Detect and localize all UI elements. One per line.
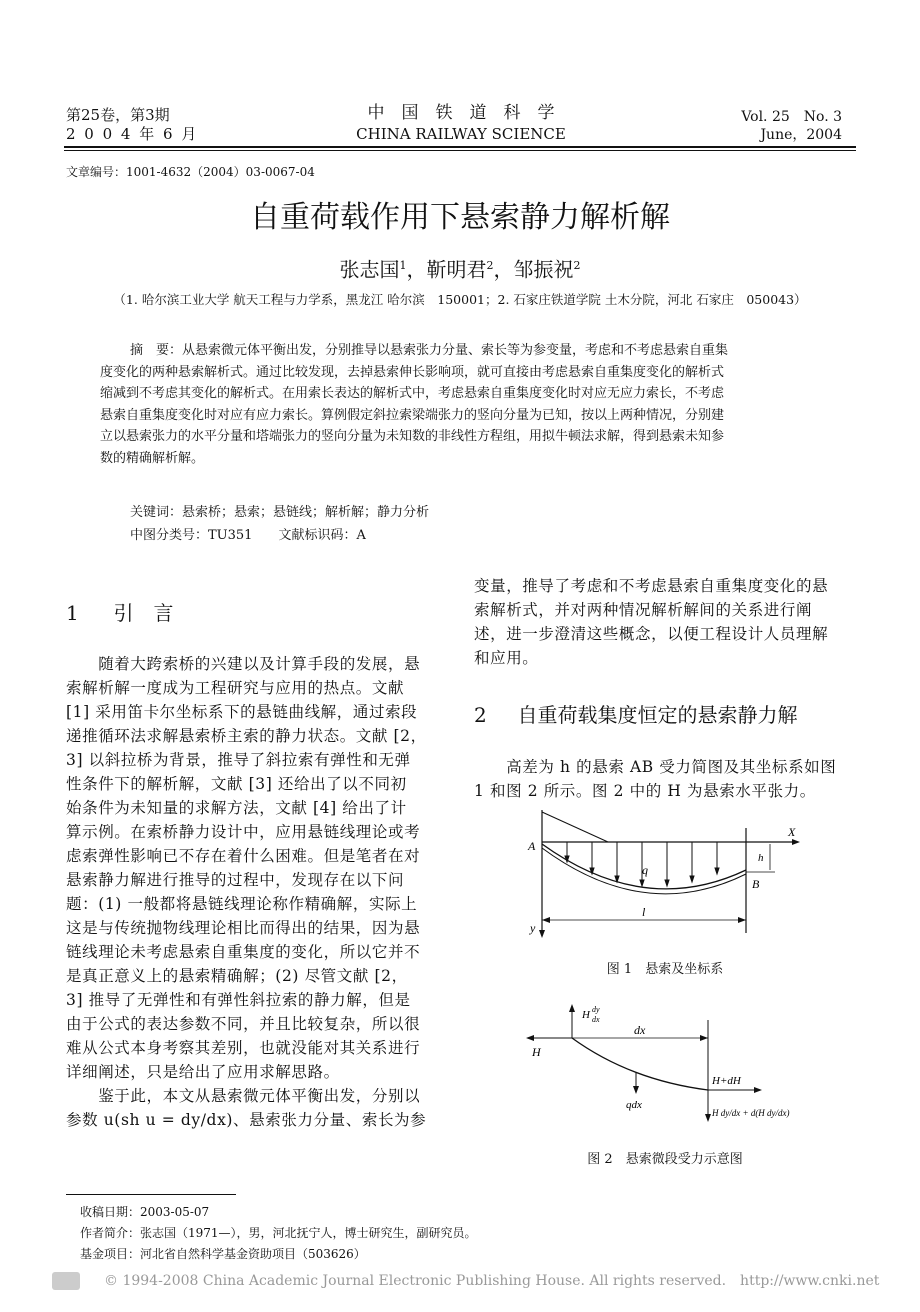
body-line: 3] 以斜拉桥为背景，推导了斜拉索有弹性和无弹 [66,751,411,769]
date-en: June，2004 [760,127,842,143]
body-line: 3] 推导了无弹性和有弹性斜拉索的静力解，但是 [66,991,411,1009]
body-line: 参数 u(sh u = dy/dx)、悬索张力分量、索长为参 [66,1111,427,1129]
section-2-body [474,755,858,803]
figure-2-element-diagram [520,1000,810,1130]
copyright-notice: © 1994-2008 China Academic Journal Electronic Publishing House. All rights reserved. http://www.cnki.net [104,1273,880,1289]
volume-issue-en: Vol. 25 No. 3 [741,109,842,125]
body-line: 详细阐述，只是给出了应用求解思路。 [66,1063,340,1081]
section-2-title: 自重荷载集度恒定的悬索静力解 [517,703,798,727]
section-1-heading [66,600,173,626]
fig2-label-dy: dy [592,1005,600,1014]
body-line: 题：(1) 一般都将悬链线理论称作精确解，实际上 [66,895,418,913]
body-line: [1] 采用笛卡尔坐标系下的悬链曲线解，通过索段 [66,703,418,721]
fig1-label-q: q [642,863,648,877]
author-list [0,252,920,284]
body-line: 始条件为未知量的求解方法，文献 [4] 给出了计 [66,799,407,817]
body-line: 索解析解一度成为工程研究与应用的热点。文献 [66,679,405,697]
body-line: 链线理论未考虑悬索自重集度的变化，所以它并不 [66,943,421,961]
body-line: 鉴于此，本文从悬索微元体平衡出发，分别以 [66,1087,421,1105]
abstract-line: 从悬索微元体平衡出发，分别推导以悬索张力分量、索长等为参变量，考虑和不考虑悬索自重集 [182,343,729,358]
fig1-label-x: X [788,825,796,839]
section-1-body [66,652,450,1132]
author-1-affil: 1 [399,259,407,272]
figure-1-cable-diagram [520,808,810,948]
keywords: 关键词：悬索桥；悬索；悬链线；解析解；静力分析 [130,505,430,520]
journal-name-en: CHINA RAILWAY SCIENCE [356,125,566,143]
funding: 基金项目：河北省自然科学基金资助项目（503626） [80,1247,366,1261]
body-line: 高差为 h 的悬索 AB 受力简图及其坐标系如图 [474,758,837,776]
body-line: 随着大跨索桥的兴建以及计算手段的发展，悬 [66,655,421,673]
publisher-logo [52,1272,80,1290]
received-date: 收稿日期：2003-05-07 [80,1205,210,1219]
body-line: 由于公式的表达参数不同，并且比较复杂，所以很 [66,1015,421,1033]
right-column-intro [474,574,858,670]
body-line: 算示例。在索桥静力设计中，应用悬链线理论或考 [66,823,421,841]
classification: 中图分类号：TU351 文献标识码：A [130,528,366,543]
volume-issue-cn: 第25卷，第3期 [66,106,170,124]
fig2-label-bottom-expr: H dy/dx + d(H dy/dx) [712,1108,790,1118]
figure-2-caption: 图 2 悬索微段受力示意图 [587,1152,743,1167]
author-2: ，靳明君 [406,257,487,282]
body-line: 这是与传统抛物线理论相比而得出的结果，因为悬 [66,919,421,937]
fig2-label-dx-small: dx [592,1015,600,1024]
body-line: 是真正意义上的悬索精确解；(2) 尽管文献 [2， [66,967,408,985]
author-bio: 作者简介：张志国（1971—），男，河北抚宁人，博士研究生，副研究员。 [80,1226,477,1240]
fig2-label-h-plus-dh: H+dH [712,1075,741,1087]
body-line: 难从公式本身考察其差别，也就没能对其关系进行 [66,1039,421,1057]
header-rule [64,146,856,148]
article-number: 文章编号：1001-4632（2004）03-0067-04 [66,165,315,179]
fig1-label-l: l [642,905,646,919]
fig2-label-h: H [532,1045,541,1059]
body-line: 索解析式，并对两种情况解析解间的关系进行阐 [474,601,813,619]
journal-name-cn: 中 国 铁 道 科 学 [367,103,555,123]
paper-title: 自重荷载作用下悬索静力解析解 [250,200,670,235]
fig1-label-a: A [528,839,536,853]
body-line: 性条件下的解析解，文献 [3] 还给出了以不同初 [66,775,407,793]
fig1-label-b: B [752,877,760,891]
section-2-number: 2 [474,703,487,727]
fig2-label-h-top: H [582,1009,590,1021]
abstract [100,340,828,469]
fig2-label-dx: dx [634,1023,646,1037]
header-rule-thin [64,150,856,151]
section-1-title: 引 言 [113,601,174,625]
abstract-line: 数的精确解析解。 [100,450,205,466]
section-2-heading [474,702,797,728]
fig1-label-h: h [758,852,764,864]
figure-1-caption: 图 1 悬索及坐标系 [606,962,724,977]
footnote-rule [66,1194,236,1195]
author-1: 张志国 [339,257,400,282]
fig2-label-qdx: qdx [626,1099,642,1111]
abstract-label: 摘 要： [130,343,183,358]
date-cn: 2 0 0 4 年 6 月 [66,125,199,143]
author-2-affil: 2 [486,259,494,272]
author-3: ，邹振祝 [493,257,574,282]
body-line: 和应用。 [474,649,539,667]
abstract-line: 度变化的两种悬索解析式。通过比较发现，去掉悬索伸长影响项，就可直接由考虑悬索自重集度变化的解析式 [100,364,725,380]
affiliation: （1. 哈尔滨工业大学 航天工程与力学系，黑龙江 哈尔滨 150001；2. 石家庄铁道学院 土木分院，河北 石家庄 050043） [113,292,807,307]
body-line: 递推循环法求解悬索桥主索的静力状态。文献 [2， [66,727,427,745]
body-line: 述，进一步澄清这些概念，以便工程设计人员理解 [474,625,829,643]
body-line: 1 和图 2 所示。图 2 中的 H 为悬索水平张力。 [474,782,816,800]
abstract-line: 立以悬索张力的水平分量和塔端张力的竖向分量为未知数的非线性方程组，用拟牛顿法求解，得到悬索未知参 [100,429,725,444]
body-line: 悬索静力解进行推导的过程中，发现存在以下问 [66,871,405,889]
fig1-label-y: y [530,921,536,935]
section-1-number: 1 [66,601,79,625]
body-line: 虑索弹性影响已不存在着什么困难。但是笔者在对 [66,847,421,865]
abstract-line: 缩减到不考虑其变化的解析式。在用索长表达的解析式中，考虑悬索自重集度变化时对应无应力索长，不考虑 [100,386,725,401]
body-line: 变量，推导了考虑和不考虑悬索自重集度变化的悬 [474,577,829,595]
abstract-line: 悬索自重集度变化时对应有应力索长。算例假定斜拉索梁端张力的竖向分量为已知，按以上两种情况，分别建 [100,407,725,423]
author-3-affil: 2 [573,259,581,272]
